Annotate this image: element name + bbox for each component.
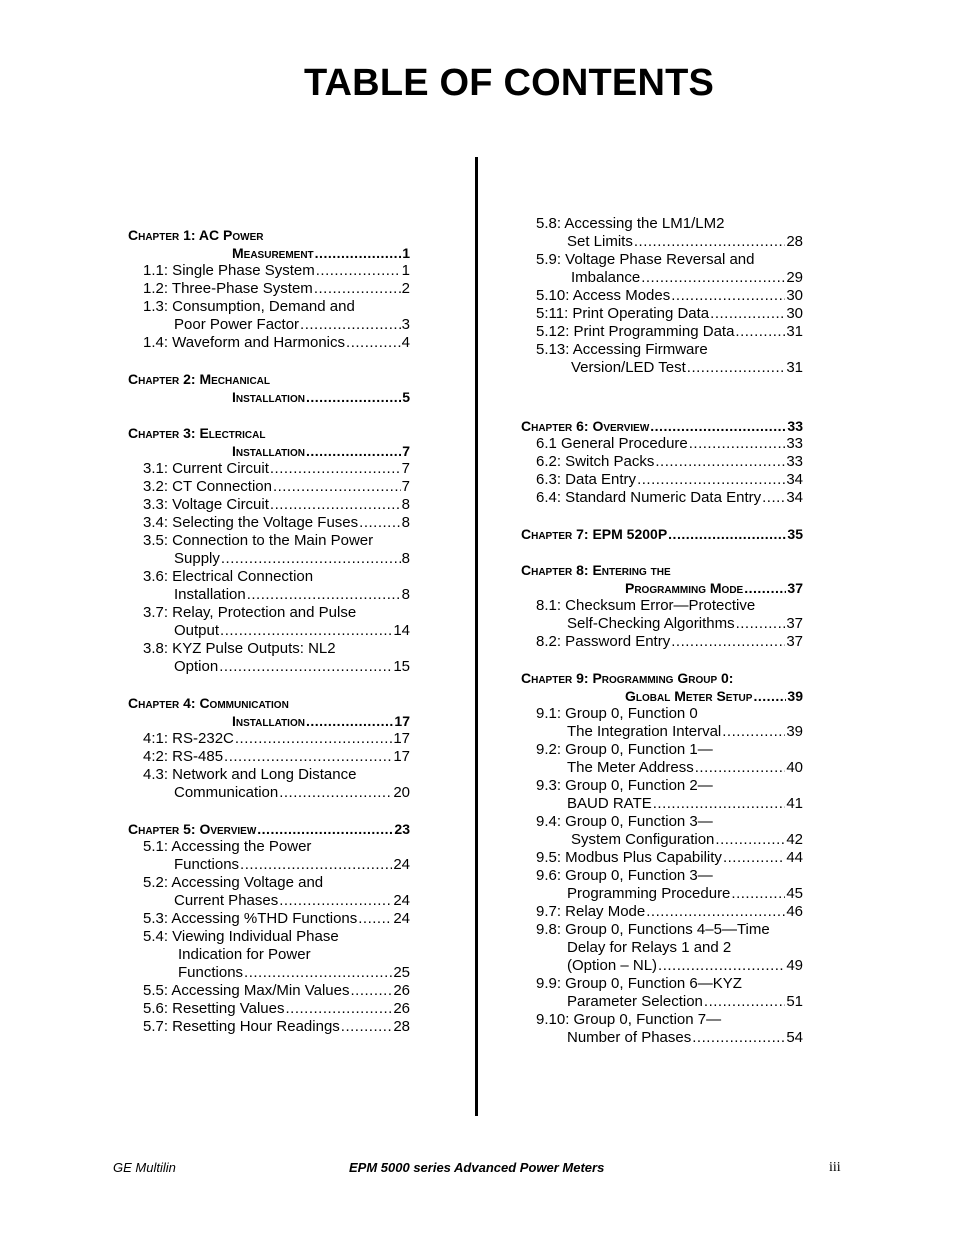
toc-entry-9-4[interactable]: System Configuration ..... 42 xyxy=(521,831,803,849)
chapter-8-heading: Chapter 8: Entering the xyxy=(521,562,671,578)
toc-entry-3-8-line1[interactable]: 3.8: KYZ Pulse Outputs: NL2 xyxy=(143,640,336,657)
toc-entry-9-2[interactable]: The Meter Address ..... 40 xyxy=(521,759,803,777)
toc-entry-8-1[interactable]: Self-Checking Algorithms ..... 37 xyxy=(521,615,803,633)
toc-entry-4-3-line1[interactable]: 4.3: Network and Long Distance xyxy=(143,766,357,783)
toc-entry-9-7[interactable]: 9.7: Relay Mode ..... 46 xyxy=(521,903,803,921)
chapter-7-entry[interactable]: Chapter 7: EPM 5200P ..... 35 xyxy=(521,525,803,543)
toc-entry-5-7[interactable]: 5.7: Resetting Hour Readings ..... 28 xyxy=(128,1018,410,1036)
footer-company: GE Multilin xyxy=(113,1160,176,1175)
toc-entry-9-8-line1[interactable]: 9.8: Group 0, Functions 4–5—Time xyxy=(536,921,770,938)
toc-entry-3-3[interactable]: 3.3: Voltage Circuit ..... 8 xyxy=(128,496,410,514)
toc-entry-9-4-line1[interactable]: 9.4: Group 0, Function 3— xyxy=(536,813,713,830)
toc-entry-5-2-line1[interactable]: 5.2: Accessing Voltage and xyxy=(143,874,324,891)
toc-entry-9-6-line1[interactable]: 9.6: Group 0, Function 3— xyxy=(536,867,713,884)
toc-entry-3-1[interactable]: 3.1: Current Circuit ..... 7 xyxy=(128,460,410,478)
toc-entry-1-1[interactable]: 1.1: Single Phase System ..... 1 xyxy=(128,262,410,280)
toc-entry-8-1-line1[interactable]: 8.1: Checksum Error—Protective xyxy=(536,597,756,614)
toc-entry-4-2[interactable]: 4:2: RS-485 ..... 17 xyxy=(128,748,410,766)
chapter-9-entry[interactable]: Global Meter Setup ..... 39 xyxy=(521,687,803,705)
footer-product-title: EPM 5000 series Advanced Power Meters xyxy=(349,1160,605,1175)
toc-entry-9-6[interactable]: Programming Procedure ..... 45 xyxy=(521,885,803,903)
toc-entry-3-5-line1[interactable]: 3.5: Connection to the Main Power xyxy=(143,532,374,549)
toc-entry-1-3[interactable]: Poor Power Factor ..... 3 xyxy=(128,316,410,334)
toc-entry-3-4[interactable]: 3.4: Selecting the Voltage Fuses ..... 8 xyxy=(128,514,410,532)
toc-entry-5-10[interactable]: 5.10: Access Modes ..... 30 xyxy=(521,287,803,305)
toc-entry-4-3[interactable]: Communication ..... 20 xyxy=(128,784,410,802)
toc-entry-5-4-line1[interactable]: 5.4: Viewing Individual Phase xyxy=(143,928,339,945)
toc-entry-9-9[interactable]: Parameter Selection ..... 51 xyxy=(521,993,803,1011)
toc-entry-6-2[interactable]: 6.2: Switch Packs ..... 33 xyxy=(521,453,803,471)
toc-entry-5-8-line1[interactable]: 5.8: Accessing the LM1/LM2 xyxy=(536,215,725,232)
footer-page-number: iii xyxy=(829,1160,841,1175)
toc-entry-9-3-line1[interactable]: 9.3: Group 0, Function 2— xyxy=(536,777,713,794)
toc-entry-9-8-line2[interactable]: Delay for Relays 1 and 2 xyxy=(567,939,732,956)
column-divider xyxy=(475,157,478,1116)
toc-entry-5-9[interactable]: Imbalance ..... 29 xyxy=(521,269,803,287)
toc-entry-8-2[interactable]: 8.2: Password Entry ..... 37 xyxy=(521,633,803,651)
chapter-2-entry[interactable]: Installation ..... 5 xyxy=(128,388,410,406)
toc-entry-5-5[interactable]: 5.5: Accessing Max/Min Values ..... 26 xyxy=(128,982,410,1000)
toc-entry-5-1-line1[interactable]: 5.1: Accessing the Power xyxy=(143,838,312,855)
toc-entry-1-4[interactable]: 1.4: Waveform and Harmonics ..... 4 xyxy=(128,334,410,352)
toc-entry-5-3[interactable]: 5.3: Accessing %THD Functions ..... 24 xyxy=(128,910,410,928)
toc-entry-5-4-line2[interactable]: Indication for Power xyxy=(178,946,311,963)
toc-entry-9-9-line1[interactable]: 9.9: Group 0, Function 6—KYZ xyxy=(536,975,742,992)
toc-entry-5-11[interactable]: 5:11: Print Operating Data ..... 30 xyxy=(521,305,803,323)
toc-entry-1-3-line1[interactable]: 1.3: Consumption, Demand and xyxy=(143,298,355,315)
chapter-4-heading: Chapter 4: Communication xyxy=(128,695,289,711)
chapter-9-heading: Chapter 9: Programming Group 0: xyxy=(521,670,734,686)
toc-entry-3-2[interactable]: 3.2: CT Connection ..... 7 xyxy=(128,478,410,496)
toc-entry-9-3[interactable]: BAUD RATE ..... 41 xyxy=(521,795,803,813)
chapter-3-heading: Chapter 3: Electrical xyxy=(128,425,266,441)
toc-entry-5-8[interactable]: Set Limits ..... 28 xyxy=(521,233,803,251)
toc-entry-9-1[interactable]: The Integration Interval ..... 39 xyxy=(521,723,803,741)
toc-entry-1-2[interactable]: 1.2: Three-Phase System ..... 2 xyxy=(128,280,410,298)
toc-entry-9-8[interactable]: (Option – NL) ..... 49 xyxy=(521,957,803,975)
toc-entry-9-1-line1[interactable]: 9.1: Group 0, Function 0 xyxy=(536,705,698,722)
toc-entry-9-10[interactable]: Number of Phases ..... 54 xyxy=(521,1029,803,1047)
toc-entry-9-2-line1[interactable]: 9.2: Group 0, Function 1— xyxy=(536,741,713,758)
toc-entry-5-2[interactable]: Current Phases ..... 24 xyxy=(128,892,410,910)
chapter-2-heading: Chapter 2: Mechanical xyxy=(128,371,270,387)
toc-entry-3-8[interactable]: Option ..... 15 xyxy=(128,658,410,676)
toc-left-column xyxy=(128,226,410,1036)
toc-entry-6-3[interactable]: 6.3: Data Entry ..... 34 xyxy=(521,471,803,489)
toc-entry-3-7-line1[interactable]: 3.7: Relay, Protection and Pulse xyxy=(143,604,357,621)
toc-entry-9-10-line1[interactable]: 9.10: Group 0, Function 7— xyxy=(536,1011,722,1028)
chapter-1-heading: Chapter 1: AC Power xyxy=(128,227,264,243)
toc-entry-5-13-line1[interactable]: 5.13: Accessing Firmware xyxy=(536,341,708,358)
chapter-6-entry[interactable]: Chapter 6: Overview ..... 33 xyxy=(521,417,803,435)
page-title: TABLE OF CONTENTS xyxy=(303,62,715,104)
toc-entry-5-4[interactable]: Functions ..... 25 xyxy=(128,964,410,982)
toc-entry-3-5[interactable]: Supply ..... 8 xyxy=(128,550,410,568)
toc-entry-5-9-line1[interactable]: 5.9: Voltage Phase Reversal and xyxy=(536,251,755,268)
toc-entry-5-13[interactable]: Version/LED Test ..... 31 xyxy=(521,359,803,377)
chapter-4-entry[interactable]: Installation ..... 17 xyxy=(128,712,410,730)
toc-entry-5-12[interactable]: 5.12: Print Programming Data ..... 31 xyxy=(521,323,803,341)
toc-entry-3-7[interactable]: Output ..... 14 xyxy=(128,622,410,640)
toc-right-column xyxy=(521,215,803,1047)
toc-entry-5-6[interactable]: 5.6: Resetting Values ..... 26 xyxy=(128,1000,410,1018)
toc-entry-3-6-line1[interactable]: 3.6: Electrical Connection xyxy=(143,568,314,585)
chapter-1-entry[interactable]: Measurement ..... 1 xyxy=(128,244,410,262)
chapter-8-entry[interactable]: Programming Mode ..... 37 xyxy=(521,579,803,597)
toc-entry-3-6[interactable]: Installation ..... 8 xyxy=(128,586,410,604)
toc-entry-6-1[interactable]: 6.1 General Procedure ..... 33 xyxy=(521,435,803,453)
toc-entry-5-1[interactable]: Functions ..... 24 xyxy=(128,856,410,874)
toc-entry-4-1[interactable]: 4:1: RS-232C ..... 17 xyxy=(128,730,410,748)
chapter-5-entry[interactable]: Chapter 5: Overview ..... 23 xyxy=(128,820,410,838)
toc-entry-6-4[interactable]: 6.4: Standard Numeric Data Entry ..... 34 xyxy=(521,489,803,507)
chapter-3-entry[interactable]: Installation ..... 7 xyxy=(128,442,410,460)
toc-entry-9-5[interactable]: 9.5: Modbus Plus Capability ..... 44 xyxy=(521,849,803,867)
